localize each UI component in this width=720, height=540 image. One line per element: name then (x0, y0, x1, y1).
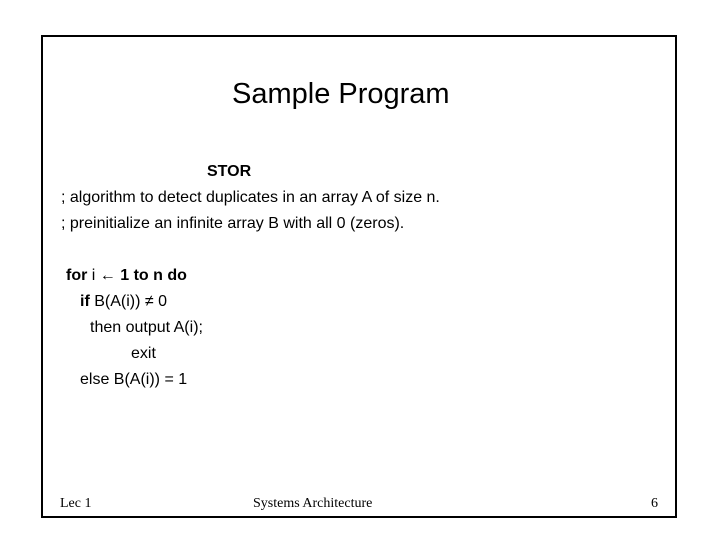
for-range: 1 to n do (115, 267, 187, 284)
if-condition: B(A(i)) (89, 293, 145, 310)
code-line-exit: exit (131, 345, 156, 362)
for-variable: i (87, 267, 100, 284)
code-line-for (66, 266, 187, 286)
comment-line-1: ; algorithm to detect duplicates in an array A of size n. (61, 189, 440, 206)
footer-course-title: Systems Architecture (253, 496, 373, 511)
code-line-else: else B(A(i)) = 1 (80, 371, 188, 388)
if-value: 0 (153, 293, 168, 310)
footer-page-number: 6 (651, 496, 658, 511)
if-keyword: if (80, 293, 90, 310)
code-line-then: then output A(i); (90, 319, 203, 336)
program-name: STOR (207, 163, 252, 180)
comment-line-2: ; preinitialize an infinite array B with all 0 (zeros). (61, 215, 405, 232)
not-equal-symbol: ≠ (144, 293, 154, 310)
code-line-if (80, 292, 167, 312)
footer-lecture: Lec 1 (60, 496, 92, 511)
slide-title: Sample Program (232, 78, 450, 110)
for-keyword: for (66, 267, 88, 284)
assign-arrow-symbol: ← (99, 267, 116, 284)
